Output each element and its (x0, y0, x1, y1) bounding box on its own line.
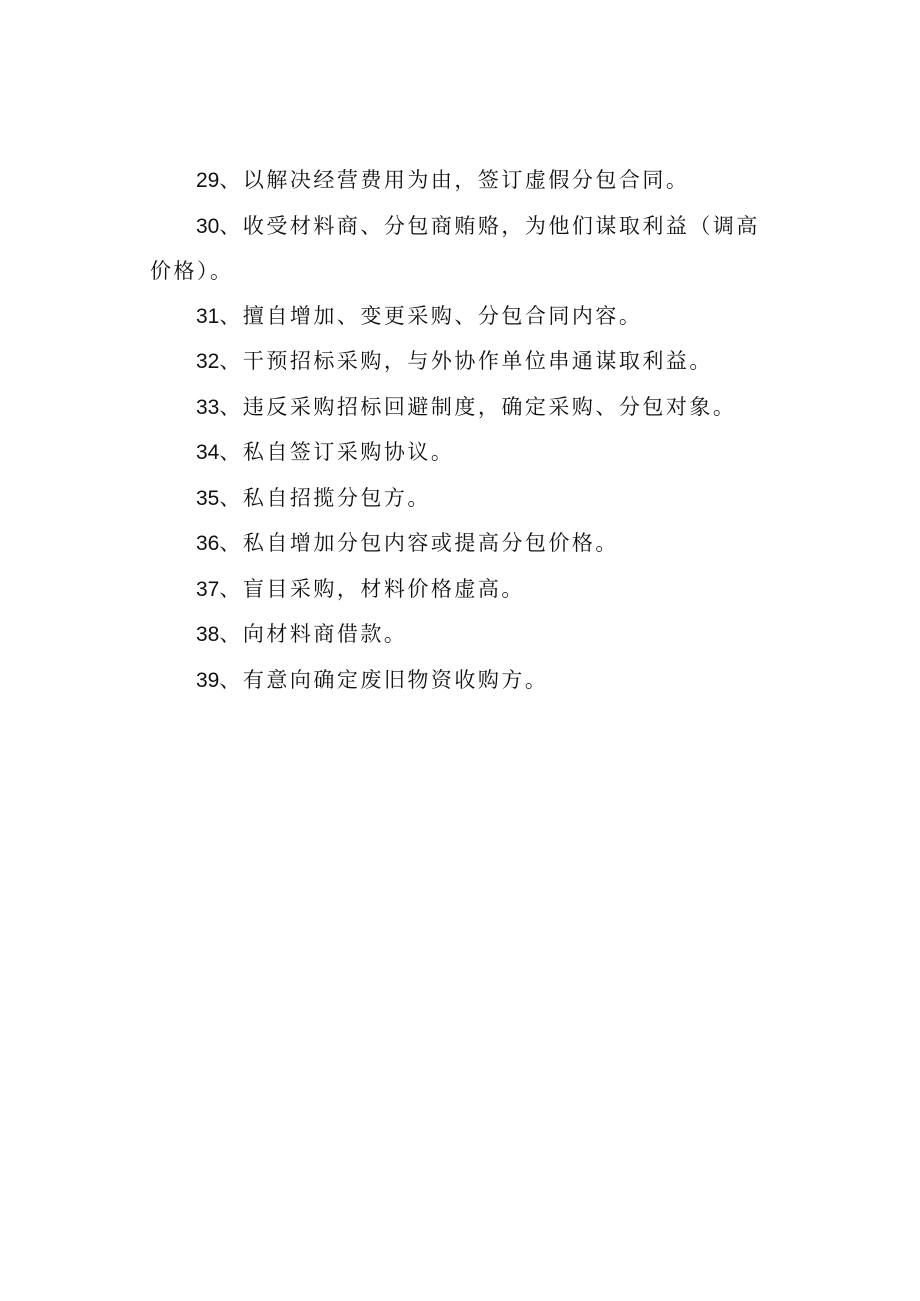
list-item (150, 385, 778, 431)
document-body (150, 158, 778, 703)
item-number: 38 (196, 623, 220, 646)
list-item (150, 430, 778, 476)
list-item (150, 294, 778, 340)
item-text: 、私自签订采购协议。 (219, 440, 455, 464)
list-item (150, 476, 778, 522)
list-item (150, 612, 778, 658)
item-number: 31 (196, 304, 220, 328)
item-number: 30 (196, 214, 220, 238)
item-number: 36 (196, 532, 220, 555)
item-text: 、有意向确定废旧物资收购方。 (219, 667, 549, 692)
item-text: 、擅自增加、变更采购、分包合同内容。 (219, 303, 643, 328)
item-number: 33 (196, 395, 220, 419)
list-item (150, 339, 778, 385)
item-number: 34 (196, 441, 220, 464)
item-text: 、干预招标采购，与外协作单位串通谋取利益。 (219, 349, 713, 373)
item-number: 35 (196, 486, 220, 510)
item-text: 、违反采购招标回避制度，确定采购、分包对象。 (219, 394, 737, 419)
item-number: 32 (196, 350, 220, 373)
item-text: 、私自增加分包内容或提高分包价格。 (219, 531, 619, 555)
item-text: 、私自招揽分包方。 (219, 485, 431, 510)
item-text: 、以解决经营费用为由，签订虚假分包合同。 (219, 168, 690, 192)
item-number: 39 (196, 668, 220, 692)
item-text: 、收受材料商、分包商贿赂，为他们谋取利益（调高价格）。 (150, 213, 760, 283)
item-number: 29 (196, 169, 220, 192)
list-item (150, 204, 778, 294)
list-item (150, 567, 778, 613)
item-text: 、向材料商借款。 (219, 622, 408, 646)
item-number: 37 (196, 577, 220, 601)
list-item (150, 158, 778, 204)
item-text: 、盲目采购，材料价格虚高。 (219, 576, 525, 601)
list-item (150, 658, 778, 704)
list-item (150, 521, 778, 567)
